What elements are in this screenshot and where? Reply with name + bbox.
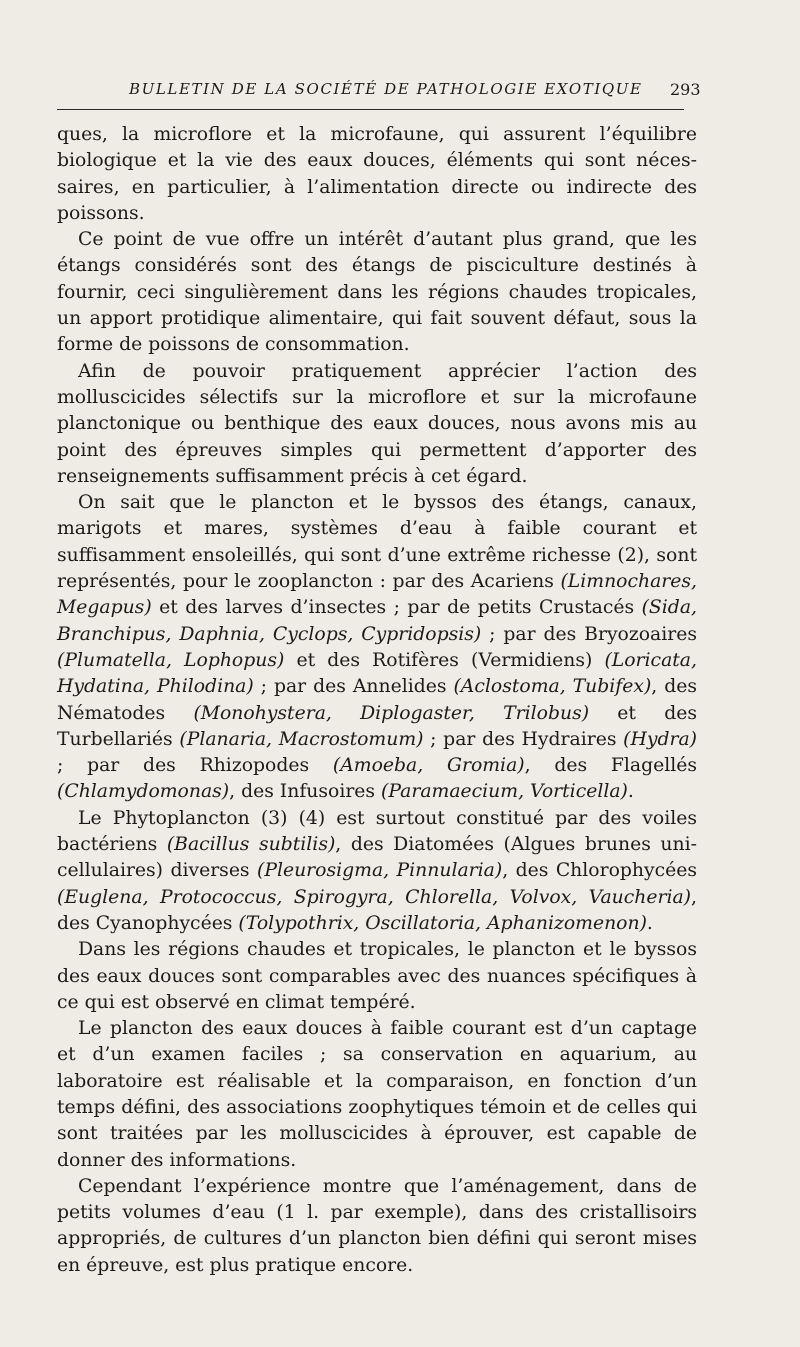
paragraph bbox=[57, 806, 697, 937]
paragraph bbox=[57, 359, 697, 490]
running-head bbox=[0, 78, 800, 108]
taxon-names: (Monohystera, Diplogaster, Trilobus) bbox=[193, 702, 590, 724]
text-run: ; par des Annelides bbox=[253, 676, 454, 698]
taxon-names: (Planaria, Macrostomum) bbox=[179, 728, 424, 750]
paragraph bbox=[57, 227, 697, 358]
text-run: , des Flagellés bbox=[524, 755, 697, 777]
text-run: ; par des Rhizopodes bbox=[57, 755, 333, 777]
taxon-names: (Loricata, Hydatina, Philodina) bbox=[57, 649, 697, 698]
text-run: On sait que le plancton et le byssos des étangs, canaux, marigots et mares, systèmes d’eau à faible courant et suffisamment ensoleillés, qui sont d’une extrême richesse (2), sont représentés, pour le zooplancton : par des Acariens bbox=[57, 492, 697, 593]
text-run: . bbox=[646, 912, 653, 934]
text-run: ; par des Hydraires bbox=[423, 728, 624, 750]
taxon-names: (Aclostoma, Tubifex) bbox=[453, 676, 652, 698]
taxon-names: (Plumatella, Lophopus) bbox=[57, 649, 285, 671]
paragraph bbox=[57, 1174, 697, 1279]
taxon-names: (Tolypothrix, Oscillatoria, Aphanizomenon) bbox=[238, 912, 647, 934]
text-run: Le plancton des eaux douces à faible courant est d’un captage et d’un examen faciles ; sa conservation en aquarium, au laboratoire est réalisable et la comparaison, en fonction d’un temps défini, des associations zoophytiques témoin et de celles qui sont traitées par les molluscicides à éprouver, est capable de donner des informations. bbox=[57, 1018, 697, 1171]
text-run: ; par des Bryozoaires bbox=[481, 623, 697, 645]
paragraph bbox=[57, 1016, 697, 1174]
paragraph bbox=[57, 490, 697, 806]
taxon-names: (Paramaecium, Vorticella) bbox=[381, 781, 628, 803]
text-run: , des Infusoires bbox=[229, 781, 382, 803]
text-run: ques, la microflore et la microfaune, qui assurent l’équilibre biologique et la vie des eaux douces, éléments qui sont nécessaires, en particulier, à l’alimentation directe ou indirecte des poissons. bbox=[57, 124, 697, 224]
text-run: et des Turbellariés bbox=[57, 702, 697, 750]
taxon-names: (Sida, Branchipus, Daphnia, Cyclops, Cypridopsis) bbox=[57, 597, 697, 645]
text-run: , des Cyanophycées bbox=[57, 886, 697, 934]
text-run: , des Diatomées (Algues brunes unicellulaires) diverses bbox=[57, 834, 697, 882]
page-number: 293 bbox=[670, 80, 701, 99]
paragraph bbox=[57, 937, 697, 1016]
text-run: Cependant l’expérience montre que l’aménagement, dans de petits volumes d’eau (1 l. par exemple), dans des cristallisoirs appropriés, de cultures d’un plancton bien défini qui seront mises en épreuve, est plus pratique encore. bbox=[57, 1175, 697, 1276]
taxon-names: (Chlamydomonas) bbox=[57, 781, 230, 803]
body-text bbox=[57, 122, 697, 1279]
text-run: Dans les régions chaudes et tropicales, le plancton et le byssos des eaux douces sont comparables avec des nuances spécifiques à ce qui est observé en climat tempéré. bbox=[57, 939, 697, 1013]
taxon-names: (Limnochares, Megapus) bbox=[57, 571, 697, 619]
journal-title: BULLETIN DE LA SOCIÉTÉ DE PATHOLOGIE EXOTIQUE bbox=[129, 80, 643, 98]
text-run: Afin de pouvoir pratiquement apprécier l’action des molluscicides sélectifs sur la microflore et sur la microfaune planctonique ou benthique des eaux douces, nous avons mis au point des épreuves simples qui permettent d’apporter des renseignements suffisamment précis à cet égard. bbox=[57, 360, 697, 487]
text-run: , des Nématodes bbox=[57, 676, 697, 724]
taxon-names: (Amoeba, Gromia) bbox=[332, 755, 525, 777]
taxon-names: (Bacillus subtilis) bbox=[166, 834, 336, 856]
paragraph bbox=[57, 122, 697, 227]
header-rule bbox=[57, 109, 684, 110]
text-run: et des larves d’insectes ; par de petits Crustacés bbox=[151, 597, 642, 619]
taxon-names: (Pleurosigma, Pinnularia) bbox=[257, 860, 503, 882]
text-run: et des Rotifères (Vermidiens) bbox=[284, 649, 605, 671]
text-run: , des Chlorophycées bbox=[502, 860, 697, 882]
text-run: Ce point de vue offre un intérêt d’autant plus grand, que les étangs considérés sont des étangs de pisciculture destinés à fournir, ceci singulièrement dans les régions chaudes tropicales, un apport protidique alimentaire, qui fait souvent défaut, sous la forme de poissons de consommation. bbox=[57, 229, 697, 356]
text-run: . bbox=[627, 781, 634, 803]
taxon-names: (Euglena, Protococcus, Spirogyra, Chlorella, Volvox, Vaucheria) bbox=[57, 886, 692, 908]
text-run: Le Phytoplancton (3) (4) est surtout constitué par des voiles bactériens bbox=[57, 807, 697, 856]
taxon-names: (Hydra) bbox=[623, 728, 697, 750]
